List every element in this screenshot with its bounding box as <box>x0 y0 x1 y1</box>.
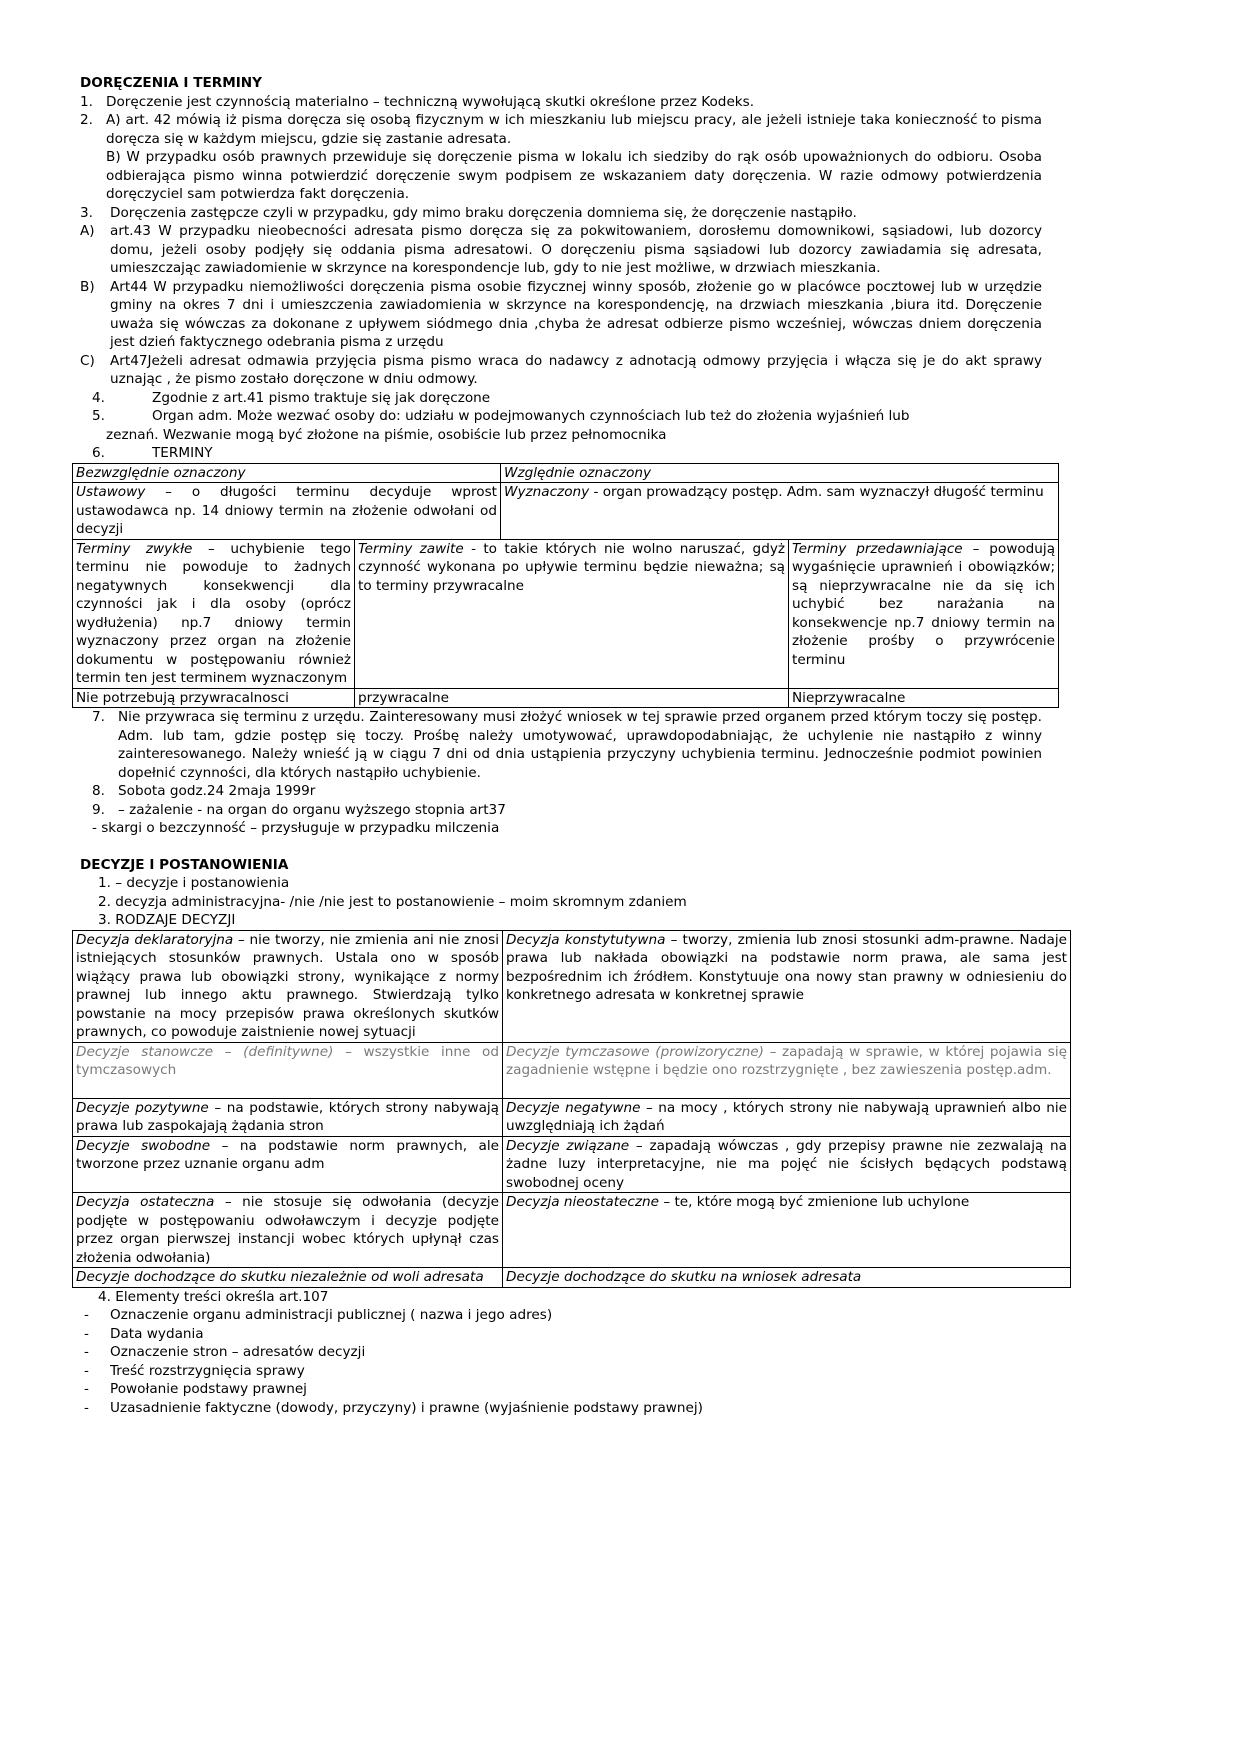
list-marker: 5. <box>92 408 105 424</box>
list-marker <box>73 483 1059 540</box>
table-cell <box>73 539 355 688</box>
text: Nie potrzebują przywracalnosci <box>73 688 355 708</box>
text: Terminy zwykłe <box>76 540 193 557</box>
table-cell <box>503 1098 1071 1136</box>
text: art.43 W przypadku nieobecności adresata pismo doręcza się za pokwitowaniem, dorosłemu domownikowi, sąsiadowi, lub dozorcy domu, jeżeli osoby podjęły się oddania pisma adresatowi. O doręczeniu pisma sąsiadowi lub dozorcy zawiadamia się adresata, umieszczając zawiadomienie w skrzynce na korespondencje lub, gdy to nie jest możliwe, w drzwiach mieszkania. <box>110 223 1042 276</box>
list-item <box>80 93 1042 112</box>
table-cell <box>73 1042 503 1098</box>
text: Art44 W przypadku niemożliwości doręczenia pisma osobie fizycznej winny sposób, złożenie go w placówce pocztowej lub w urzędzie gminy na okres 7 dni i umieszczenia zawiadomienia w skrzynce na korespondencję, na drzwiach mieszkania ,biura itd. Doręczenie uważa się wówczas za dokonane z upływem siódmego dnia ,chyba że adresat odbierze pismo wcześniej, wówczas dniem doręczenia jest dzień faktycznego odebrania pisma z urzędu <box>110 278 1042 350</box>
text: Względnie oznaczony <box>504 464 652 481</box>
text: Oznaczenie organu administracji publicznej ( nazwa i jego adres) <box>110 1307 553 1323</box>
list-item <box>80 1380 1042 1399</box>
text: – powodują wygaśnięcie uprawnień i obowiązków; są nieprzywracalne nie da się ich uchybić bez narażania na konsekwencje np.7 dniowy termin na złożenie prośby o przywrócenie terminu <box>792 540 1056 668</box>
text: Nieprzywracalne <box>789 688 1059 708</box>
table-cell <box>73 1268 503 1288</box>
list-item: 1. – decyzje i postanowienia <box>98 875 290 891</box>
list-item <box>80 708 1042 782</box>
text: Decyzja deklaratoryjna <box>76 931 234 948</box>
list-marker: 7. <box>92 709 105 725</box>
list-item: 4. Elementy treści określa art.107 <box>98 1288 329 1305</box>
table-cell <box>73 1098 503 1136</box>
text: Oznaczenie stron – adresatów decyzji <box>110 1344 366 1360</box>
text: Nie przywraca się terminu z urzędu. Zainteresowany musi złożyć wniosek w tej sprawie przed organem przed którym toczy się postęp. Adm. lub tam, gdzie postęp się toczy. Prośbę należy umotywować, uprawdopodabniając, że uchylenie nie nastąpiło z winny zainteresowanego. Należy wnieść ją w ciągu 7 dni od dnia ustąpienia przyczyny uchybienia terminu. Jednocześnie podmiot powinien dopełnić czynności, dla których nastąpiło uchybienie. <box>118 709 1042 781</box>
list-item <box>80 801 1042 820</box>
text: – o długości terminu decyduje wprost ustawodawca np. 14 dniowy termin na złożenie odwołani od decyzji <box>76 484 498 537</box>
table-cell <box>355 539 789 688</box>
list-item <box>80 111 1042 204</box>
text: – uchybienie tego terminu nie powoduje to żadnych negatywnych konsekwencji dla czynności jak i dla osoby (oprócz wydłużenia) np.7 dniowy termin wyznaczony przez organ na złożenie dokumentu w postępowaniu również termin ten jest terminem wyznaczonym <box>76 540 351 686</box>
list-item <box>80 222 1042 278</box>
text: - to takie których nie wolno naruszać, gdyż czynność wykonana po upływie terminu będzie nieważna; są to terminy przywracalne <box>358 540 786 594</box>
list-item <box>80 1343 1042 1362</box>
list-item <box>80 1399 1042 1418</box>
terminy-table <box>72 463 1059 709</box>
list-item <box>80 444 1042 463</box>
table-cell <box>503 1268 1071 1288</box>
text: - organ prowadzący postęp. Adm. sam wyznaczył długość terminu <box>589 484 1044 500</box>
list-marker: - <box>84 1381 89 1397</box>
table-row <box>73 1136 1071 1193</box>
list-marker <box>73 539 1059 688</box>
table-row <box>73 930 1071 1042</box>
table-row <box>73 1098 1071 1136</box>
text: – wszystkie inne od tymczasowych <box>76 1043 499 1078</box>
table-cell <box>503 1042 1071 1098</box>
text: Sobota godz.24 2maja 1999r <box>118 783 316 799</box>
list-item: 2. decyzja administracyjna- /nie /nie jest to postanowienie – moim skromnym zdaniem <box>98 893 687 910</box>
text: – te, które mogą być zmienione lub uchylone <box>659 1194 970 1210</box>
document-page <box>76 74 1067 1417</box>
table-cell <box>501 463 1059 483</box>
list-marker: 1. <box>80 93 93 110</box>
text: – na podstawie norm prawnych, ale tworzone przez uznanie organu adm <box>76 1137 499 1172</box>
list-marker: - <box>84 1307 89 1323</box>
table-cell <box>503 1136 1071 1193</box>
table-row <box>73 1042 1071 1098</box>
text: Decyzje tymczasowe (prowizoryczne) <box>506 1043 764 1060</box>
table-cell <box>789 539 1059 688</box>
text: TERMINY <box>152 445 213 461</box>
table-cell <box>73 930 503 1042</box>
text: Terminy zawite <box>358 540 464 557</box>
text: Decyzje dochodzące do skutku niezależnie od woli adresata <box>76 1269 484 1285</box>
text: – na mocy , których strony nie nabywają uprawnień albo nie uwzględniają ich żądań <box>506 1099 1067 1134</box>
table-cell <box>503 1193 1071 1268</box>
list-item <box>80 352 1042 389</box>
text: Zgodnie z art.41 pismo traktuje się jak doręczone <box>152 389 491 406</box>
list-marker <box>73 463 1059 483</box>
text: Decyzje stanowcze – (definitywne) <box>76 1043 334 1060</box>
list-marker: - <box>84 1362 89 1379</box>
table-cell <box>503 930 1071 1042</box>
text: Decyzje swobodne <box>76 1137 211 1154</box>
text: Decyzja ostateczna <box>76 1194 215 1210</box>
list-item <box>80 204 1042 223</box>
list-item <box>80 782 1042 801</box>
text: Decyzja konstytutywna <box>506 931 666 948</box>
list-item <box>80 1306 1042 1325</box>
section-title: DECYZJE I POSTANOWIENIA <box>80 856 289 873</box>
text: Treść rozstrzygnięcia sprawy <box>110 1362 305 1379</box>
text: Data wydania <box>110 1325 204 1342</box>
text: Decyzja nieostateczne <box>506 1194 660 1210</box>
text: Wyznaczony <box>504 484 590 500</box>
text: – nie tworzy, nie zmienia ani nie znosi istniejących stosunków prawnych. Ustala ono w sposób wiążący prawa lub obowiązki strony, wynikające z normy prawnej lub innego aktu prawnego. Stwierdzają tylko powstanie na mocy przepisów prawa określonych skutków prawnych, co powoduje zaistnienie nowej sytuacji <box>76 931 499 1040</box>
text: – zapadają w sprawie, w której pojawia się zagadnienie wstępne i będzie ono rozstrzygnięte , bez zawieszenia postęp.adm. <box>506 1043 1067 1078</box>
list-marker: 2. <box>80 112 93 128</box>
text: Doręczenia zastępcze czyli w przypadku, gdy mimo braku doręczenia domniema się, że doręczenie nastąpiło. <box>110 204 857 221</box>
text: Terminy przedawniające <box>792 540 963 557</box>
text: Powołanie podstawy prawnej <box>110 1381 307 1397</box>
text: B) W przypadku osób prawnych przewiduje się doręczenie pisma w lokalu ich siedziby do rąk osób upoważnionych do odbioru. Osoba odbierająca pismo winna potwierdzić doręczenie swym podpisem ze wskazaniem daty doręczenia. W razie odmowy potwierdzenia doręczyciel sam potwierdza fakt doręczenia. <box>106 149 1042 202</box>
list-marker: 4. <box>92 389 105 406</box>
rodzaje-decyzji-table <box>72 930 1071 1288</box>
text: Art47Jeżeli adresat odmawia przyjęcia pisma pismo wraca do nadawcy z adnotacją odmowy przyjęcia i włącza się je do akt sprawy uznając , że pismo zostało doręczone w dniu odmowy. <box>110 352 1042 387</box>
list-item <box>80 389 1042 408</box>
list-marker: B) <box>80 278 95 295</box>
list-marker: 9. <box>92 801 105 818</box>
list-item <box>80 278 1042 352</box>
text: przywracalne <box>355 688 789 708</box>
table-row <box>73 1268 1071 1288</box>
text: – na podstawie, których strony nabywają prawa lub zaspokajają żądania stron <box>76 1099 500 1134</box>
text: – zażalenie - na organ do organu wyższego stopnia art37 <box>118 801 506 818</box>
list-marker: 6. <box>92 445 105 461</box>
table-cell <box>73 1136 503 1193</box>
list-marker: - <box>84 1325 89 1342</box>
text: Ustawowy <box>76 484 146 500</box>
text: Decyzje pozytywne <box>76 1099 209 1116</box>
text: – nie stosuje się odwołania (decyzje podjęte w postępowaniu odwoławczym i decyzje podjęte przez organ pierwszej instancji wobec których upłynął czas złożenia odwołania) <box>76 1194 499 1266</box>
text: Uzasadnienie faktyczne (dowody, przyczyny) i prawne (wyjaśnienie podstawy prawnej) <box>110 1399 703 1416</box>
text: – zapadają wówczas , gdy przepisy prawne nie zezwalają na żadne luzy interpretacyjne, nie ma pojęć nie ścisłych będących podstawą swobodnej oceny <box>506 1137 1067 1191</box>
table-row <box>73 1193 1071 1268</box>
list-item: 3. RODZAJE DECYZJI <box>98 912 236 928</box>
text: Decyzje negatywne <box>506 1099 641 1116</box>
text: Decyzje dochodzące do skutku na wniosek adresata <box>506 1269 862 1285</box>
text: Decyzje związane <box>506 1137 630 1154</box>
table-cell <box>501 483 1059 540</box>
list-marker: - <box>84 1344 89 1360</box>
table-cell <box>73 1193 503 1268</box>
table-cell <box>73 463 501 483</box>
list-marker: C) <box>80 352 95 369</box>
text: A) art. 42 mówią iż pisma doręcza się osobą fizycznym w ich mieszkaniu lub miejscu pracy, ale jeżeli istnieje taka konieczność to pisma doręcza się w każdym miejscu, gdzie się zastanie adresata. <box>106 112 1042 147</box>
list-item-continuation: zeznań. Wezwanie mogą być złożone na piśmie, osobiście lub przez pełnomocnika <box>106 426 667 443</box>
list-marker <box>73 688 1059 708</box>
list-marker: 3. <box>80 204 93 221</box>
list-marker: - <box>84 1399 89 1416</box>
text: Doręczenie jest czynnością materialno – techniczną wywołującą skutki określone przez Kodeks. <box>106 93 755 110</box>
list-item <box>80 1325 1042 1344</box>
text: Organ adm. Może wezwać osoby do: udziału w podejmowanych czynnościach lub też do złożenia wyjaśnień lub <box>152 408 910 424</box>
text: Bezwzględnie oznaczony <box>76 464 246 481</box>
table-cell <box>73 483 501 540</box>
list-marker: A) <box>80 223 95 239</box>
text: – tworzy, zmienia lub znosi stosunki adm-prawne. Nadaje prawa lub nakłada obowiązki na podstawie norm prawa, ale sama jest bezpośrednim ich źródłem. Konstytuuje ona nowy stan prawny w odniesieniu do konkretnego adresata w konkretnej sprawie <box>506 931 1067 1003</box>
list-marker: 8. <box>92 783 105 799</box>
list-item: - skargi o bezczynność – przysługuje w przypadku milczenia <box>92 820 500 836</box>
section-title: DORĘCZENIA I TERMINY <box>80 75 263 91</box>
list-item <box>80 407 1042 426</box>
list-item <box>80 1362 1042 1381</box>
